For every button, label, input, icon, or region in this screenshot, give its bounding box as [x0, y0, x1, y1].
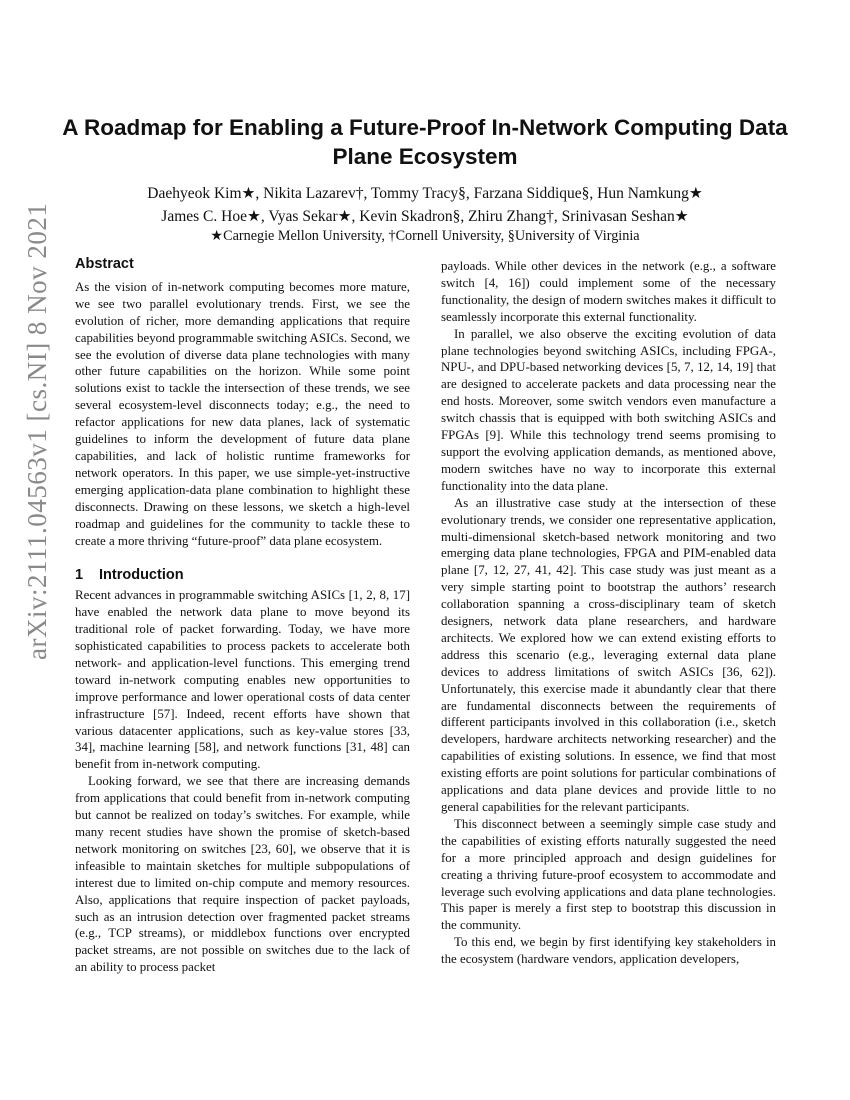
- affiliations: ★Carnegie Mellon University, †Cornell University, §University of Virginia: [210, 228, 640, 244]
- abstract-heading: Abstract: [75, 256, 134, 272]
- section-title: Introduction: [99, 567, 184, 584]
- intro-paragraph-5: This disconnect between a seemingly simple case study and the capabilities of existing efforts naturally suggested the need for a more principled approach and design guidelines for creating a thriving future-proof ecosystem to accommodate and leverage such evolving applications and data plane technologies. This paper is merely a first step to bootstrap this discussion in the community.: [441, 816, 776, 933]
- arxiv-identifier: arXiv:2111.04563v1 [cs.NI] 8 Nov 2021: [22, 202, 52, 660]
- intro-paragraph-4: As an illustrative case study at the intersection of these evolutionary trends, we consider one representative application, multi-dimensional sketch-based network monitoring and two emerging data plane technologies, FPGA and PIM-enabled data plane [7, 12, 27, 41, 42]. This case study was just meant as a very simple starting point to bootstrap the authors’ research collaboration spanning a cross-disciplinary team of sketch designers, network data plane researchers, and hardware architects. We explored how we can extend existing efforts to address this scenario (e.g., leveraging external data plane devices to address limitations of switch ASICs [36, 62]). Unfortunately, this exercise made it abundantly clear that there are fundamental disconnects between the requirements of different participants involved in this collaboration (i.e., sketch developers, hardware architects networking researcher) and the capabilities of existing solutions. In essence, we find that most existing efforts are point solutions for particular combinations of applications and data plane devices and provide little to no general capabilities for the relevant participants.: [441, 495, 776, 814]
- author-line-1: Daehyeok Kim★, Nikita Lazarev†, Tommy Tracy§, Farzana Siddique§, Hun Namkung★: [147, 185, 703, 202]
- left-column: [75, 256, 410, 976]
- intro-paragraph-6: To this end, we begin by first identifying key stakeholders in the ecosystem (hardware vendors, application developers,: [441, 935, 776, 967]
- introduction-heading: [75, 567, 410, 584]
- intro-paragraph-2-continued: payloads. While other devices in the network (e.g., a software switch [4, 16]) could implement some of the necessary functionality, the design of modern switches makes it difficult to seamlessly incorporate this external functionality.: [441, 259, 776, 324]
- abstract-text: As the vision of in-network computing becomes more mature, we see two parallel evolutionary trends. First, we see the evolution of richer, more demanding applications that require capabilities beyond programmable switching ASICs. Second, we see the evolution of diverse data plane technologies with many other future capabilities on the horizon. While some point solutions exist to tackle the intersection of these trends, we see several ecosystem-level disconnects today; e.g., the need to refactor applications for new data planes, lack of systematic guidelines to inform the development of future data plane capabilities, and lack of holistic runtime frameworks for network operators. In this paper, we use simple-yet-instructive emerging application-data plane combination to highlight these disconnects. Drawing on these lessons, we sketch a high-level roadmap and guidelines for the community to tackle these to create a more thriving “future-proof” data plane ecosystem.: [75, 279, 410, 548]
- intro-paragraph-3: In parallel, we also observe the exciting evolution of data plane technologies beyond switching ASICs, including FPGA-, NPU-, and DPU-based networking devices [5, 7, 12, 14, 19] that are designed to accelerate packets and data processing near the end hosts. Moreover, some switch vendors even manufacture a switch chassis that is equipped with both switching ASICs and FPGAs [9]. While this technology trend seems promising to support the evolving application demands, as mentioned above, modern switches have no way to incorporate this external functionality into the data plane.: [441, 326, 776, 493]
- right-column: [441, 258, 776, 968]
- intro-paragraph-2: Looking forward, we see that there are increasing demands from applications that could benefit from in-network computing but cannot be realized on today’s switches. For example, while many recent studies have shown the promise of sketch-based network monitoring on switches [23, 60], we observe that it is infeasible to maintain sketches for multiple subpopulations of interest due to limited on-chip compute and memory resources. Also, applications that require inspection of packet payloads, such as an intrusion detection over fragmented packet streams (e.g., TCP streams), or middlebox functions over encrypted packet streams, are not possible on switches due to the lack of an ability to process packet: [75, 774, 410, 975]
- author-line-2: James C. Hoe★, Vyas Sekar★, Kevin Skadron§, Zhiru Zhang†, Srinivasan Seshan★: [161, 208, 689, 225]
- paper-title: A Roadmap for Enabling a Future-Proof In-Network Computing Data Plane Ecosystem: [62, 115, 788, 169]
- author-list: [60, 182, 790, 228]
- section-number: 1: [75, 567, 84, 584]
- intro-paragraph-1: Recent advances in programmable switching ASICs [1, 2, 8, 17] have enabled the network data plane to move beyond its traditional role of packet forwarding. Today, we have more sophisticated capabilities to process packets to accelerate both network- and application-level functions. This emerging trend toward in-network computing enables new opportunities to improve performance and lower operational costs of data center infrastructure [57]. Indeed, recent efforts have shown that various datacenter applications, such as key-value stores [33, 34], machine learning [58], and network functions [31, 48] can benefit from in-network computing.: [75, 588, 410, 772]
